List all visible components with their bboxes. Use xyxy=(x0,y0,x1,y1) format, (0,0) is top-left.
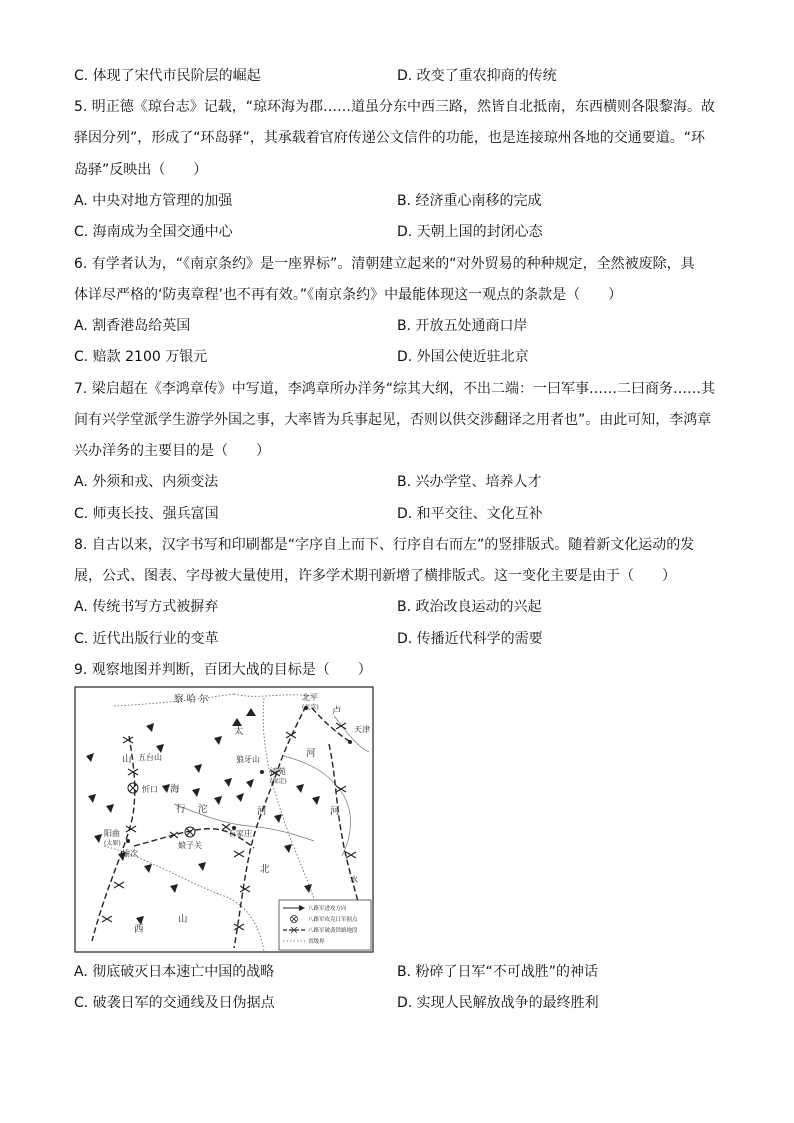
q8-option-a: A. 传统书写方式被摒弃 xyxy=(74,599,219,615)
q9-option-b: B. 粉碎了日军“不可战胜”的神话 xyxy=(397,964,599,980)
map-label-langyashan: 狼牙山 xyxy=(236,755,260,764)
q8-stem-line1: 8. 自古以来，汉字书写和印刷都是“字序自上而下、行序自右而左”的竖排版式。随着新文化运动的发 xyxy=(74,537,695,553)
q9-option-d: D. 实现人民解放战争的最终胜利 xyxy=(397,995,599,1011)
q9-option-a: A. 彻底破灭日本速亡中国的战略 xyxy=(74,964,275,980)
q7-option-d: D. 和平交往、文化互补 xyxy=(397,506,543,522)
map-legend xyxy=(279,900,371,950)
q5-option-d: D. 天朝上国的封闭心态 xyxy=(397,224,543,240)
q8-option-d: D. 传播近代科学的需要 xyxy=(397,631,543,647)
q6-option-d: D. 外国公使近驻北京 xyxy=(397,349,529,365)
map-label-tianjin: 天津 xyxy=(354,725,370,734)
map-label-he1: 河 xyxy=(306,748,316,759)
legend-item-border: 省级界 xyxy=(308,939,325,945)
q6-stem-line2: 体详尽严格的‘防夷章程’也不再有效。”《南京条约》中最能体现这一观点的条款是（ ） xyxy=(74,287,623,303)
legend-item-railway: 八路军破袭铁路地段 xyxy=(308,928,358,934)
map-label-qingyuan: 清苑 xyxy=(270,767,286,776)
hundred-regiments-map xyxy=(74,686,374,953)
q6-option-b: B. 开放五处通商口岸 xyxy=(397,318,528,334)
map-label-bei: 北 xyxy=(260,864,270,875)
q9-option-c: C. 破袭日军的交通线及日伪据点 xyxy=(74,995,275,1011)
map-label-yangqu-sub: (太原) xyxy=(104,840,121,847)
map-label-beiping-sub: (北京) xyxy=(302,704,319,711)
map-label-shan: 山 xyxy=(122,754,132,765)
q9-stem: 9. 观察地图并判断，百团大战的目标是（ ） xyxy=(74,662,372,678)
q5-stem-line3: 岛驿”反映出（ ） xyxy=(74,162,208,178)
q5-option-a: A. 中央对地方管理的加强 xyxy=(74,193,233,209)
map-label-xi: 西 xyxy=(134,924,144,935)
map-label-tai: 太 xyxy=(234,726,244,737)
q5-stem-line2: 驿因分列”，形成了“环岛驿”，其承载着官府传递公文信件的功能，也是连接琼州各地的交通要道。“环 xyxy=(74,130,706,146)
q8-stem-line2: 展，公式、图表、字母被大量使用，许多学术期刊新增了横排版式。这一变化主要是由于（ ） xyxy=(74,568,676,584)
q7-option-b: B. 兴办学堂、培养人才 xyxy=(397,474,542,490)
map-label-hai: 海 xyxy=(170,784,180,795)
map-label-lu: 卢 xyxy=(332,706,342,717)
map-label-beiping: 北平 xyxy=(302,693,318,702)
map-label-shui: 水 xyxy=(350,875,358,884)
map-label-xing: 行 xyxy=(176,804,186,815)
map-label-chahar: 察 哈 尔 xyxy=(174,694,209,705)
legend-item-attack: 八路军进攻方向 xyxy=(308,906,347,912)
map-label-yuci: 榆次 xyxy=(122,849,138,858)
map-label-xinkou: 忻口 xyxy=(142,785,158,794)
q6-option-a: A. 割香港岛给英国 xyxy=(74,318,191,334)
map-label-shan2: 山 xyxy=(178,914,188,925)
q7-stem-line2: 间有兴学堂派学生游学外国之事，大率皆为兵事起见，否则以供交涉翻译之用者也”。由此可知，李鸿章 xyxy=(74,412,712,428)
q8-option-c: C. 近代出版行业的变革 xyxy=(74,631,219,647)
map-label-qingyuan-sub: (保定) xyxy=(270,778,287,785)
map-label-yangqu: 阳曲 xyxy=(104,829,120,838)
map-label-he2: 河 xyxy=(257,806,267,817)
q5-option-b: B. 经济重心南移的完成 xyxy=(397,193,542,209)
q7-stem-line3: 兴办洋务的主要目的是（ ） xyxy=(74,443,270,459)
q5-option-c: C. 海南成为全国交通中心 xyxy=(74,224,233,240)
q5-stem-line1: 5. 明正德《琼台志》记载，“琼环海为郡……道虽分东中西三路，然皆自北抵南，东西横则各限黎海。故 xyxy=(74,99,716,115)
map-label-niangziguan: 娘子关 xyxy=(178,841,202,850)
q8-option-b: B. 政治改良运动的兴起 xyxy=(397,599,542,615)
q7-option-c: C. 师夷长技、强兵富国 xyxy=(74,506,219,522)
q7-stem-line1: 7. 梁启超在《李鸿章传》中写道，李鸿章所办洋务“综其大纲，不出二端：一曰军事……二曰商务……其 xyxy=(74,381,716,397)
legend-item-captured: 八路军攻克日军据点 xyxy=(308,917,358,923)
q7-option-a: A. 外须和戎、内须变法 xyxy=(74,474,219,490)
q6-option-c: C. 赔款 2100 万银元 xyxy=(74,349,208,365)
map-label-zhen: 沱 xyxy=(198,804,208,815)
map-label-shijiazhuang: 石家庄 xyxy=(228,829,252,838)
q4-option-c: C. 体现了宋代市民阶层的崛起 xyxy=(74,68,261,84)
map-label-wutaishan: 五台山 xyxy=(138,753,162,762)
map-label-he3: 河 xyxy=(330,806,340,817)
q4-option-d: D. 改变了重农抑商的传统 xyxy=(397,68,557,84)
q6-stem-line1: 6. 有学者认为，“《南京条约》是一座界标”。清朝建立起来的“对外贸易的种种规定，全然被废除，具 xyxy=(74,256,695,272)
